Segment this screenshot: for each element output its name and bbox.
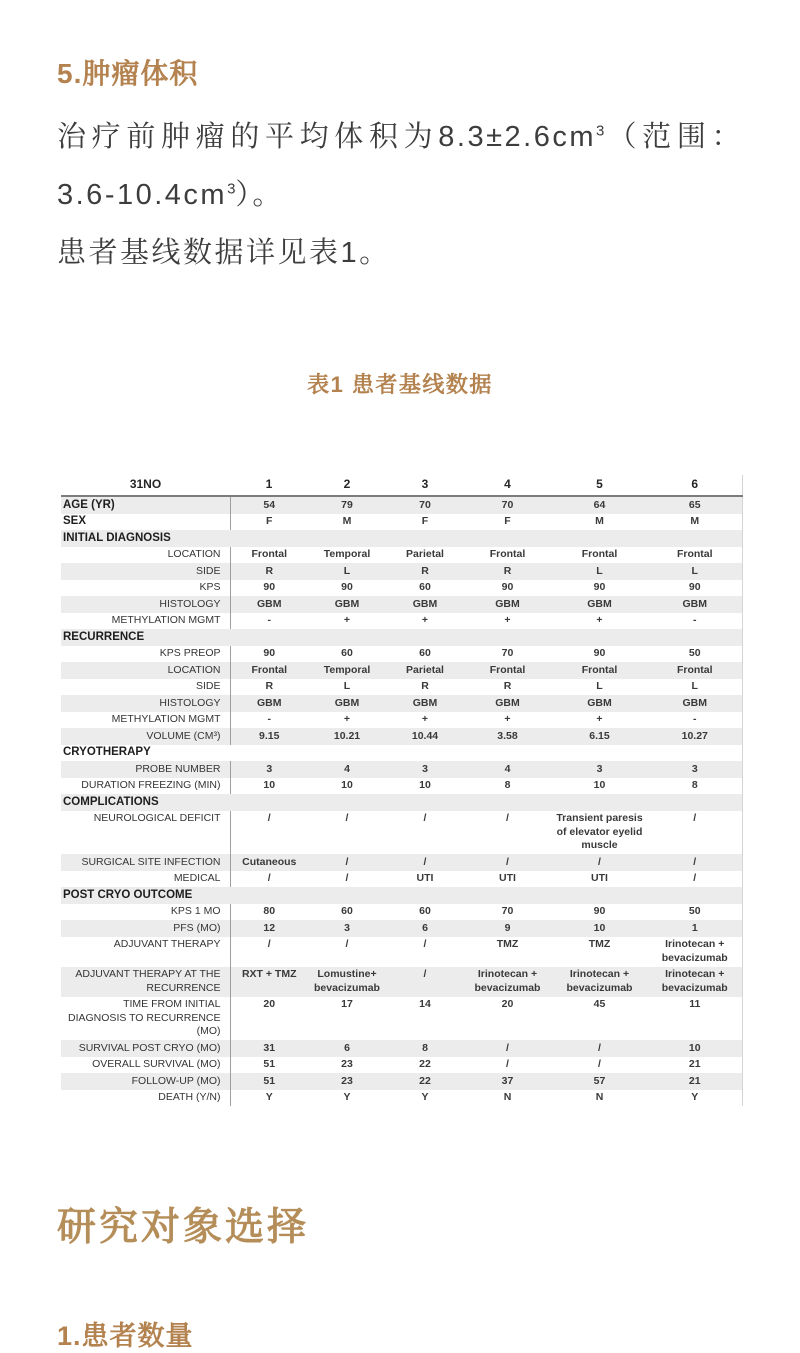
data-cell: 60	[419, 647, 431, 659]
table-row	[61, 920, 742, 937]
data-cell: Frontal	[581, 663, 618, 676]
data-cell: TMZ	[496, 938, 519, 950]
data-cell: 23	[341, 1058, 353, 1070]
row-label: ADJUVANT THERAPY	[113, 938, 221, 950]
data-cell: /	[506, 1041, 509, 1054]
data-cell: 6.15	[589, 729, 610, 742]
header-col-cell: 4	[504, 477, 511, 491]
data-cell: +	[343, 614, 351, 626]
row-label: TIME FROM INITIAL DIAGNOSIS TO RECURRENCE (MO)	[68, 998, 221, 1037]
row-label: FOLLOW-UP (MO)	[131, 1074, 221, 1087]
table-reference-line: 患者基线数据详见表1。	[57, 237, 391, 269]
data-cell: GBM	[334, 597, 360, 610]
data-cell: 10.27	[681, 729, 708, 742]
data-cell: Irinotecan + bevacizumab	[474, 968, 541, 994]
data-cell: GBM	[587, 696, 612, 709]
data-cell: 8	[691, 779, 698, 791]
data-cell: /	[345, 938, 349, 950]
row-label: AGE (YR)	[63, 498, 115, 511]
data-cell: 10.21	[333, 729, 361, 742]
data-cell: 70	[501, 498, 514, 511]
data-cell: 4	[344, 762, 350, 775]
section-label: COMPLICATIONS	[63, 795, 159, 808]
row-label: LOCATION	[167, 548, 221, 560]
data-cell: R	[503, 564, 512, 577]
data-cell: M	[342, 515, 352, 527]
data-cell: /	[598, 1041, 601, 1054]
data-cell: N	[503, 1091, 512, 1103]
data-cell: /	[423, 855, 427, 868]
data-cell: /	[693, 872, 697, 884]
data-cell: 3	[422, 762, 428, 775]
table-caption: 表1 患者基线数据	[307, 372, 493, 397]
table-row	[61, 1090, 742, 1107]
data-cell: F	[230, 514, 308, 531]
header-col-cell: 3	[421, 477, 429, 491]
row-label: OVERALL SURVIVAL (MO)	[92, 1058, 221, 1070]
row-label: HISTOLOGY	[159, 696, 221, 709]
section-label: RECURRENCE	[63, 630, 145, 643]
data-cell: 14	[419, 998, 431, 1010]
table-row	[61, 761, 742, 778]
data-cell: /	[598, 1058, 601, 1070]
table-row	[61, 695, 742, 712]
data-cell: 20	[230, 997, 308, 1041]
table-row	[61, 728, 742, 745]
data-cell: F	[421, 515, 429, 527]
data-cell: /	[423, 968, 427, 980]
data-cell: 11	[689, 998, 701, 1010]
data-cell: 12	[230, 920, 308, 937]
data-cell: N	[595, 1091, 604, 1103]
data-cell: GBM	[587, 597, 612, 610]
row-label: PROBE NUMBER	[135, 762, 221, 775]
table-row	[61, 904, 742, 921]
data-cell: 10	[419, 779, 431, 791]
data-cell: 8	[504, 779, 511, 791]
data-cell: /	[230, 937, 308, 967]
data-cell: +	[343, 713, 351, 725]
data-cell: RXT + TMZ	[230, 967, 308, 997]
data-cell: 80	[230, 904, 308, 921]
row-label: ADJUVANT THERAPY AT THE RECURRENCE	[75, 968, 221, 994]
data-cell: 4	[504, 762, 511, 775]
data-cell: 45	[593, 998, 606, 1010]
data-cell: 1	[691, 921, 698, 934]
data-cell: M	[690, 515, 700, 527]
data-cell: /	[506, 1058, 509, 1070]
data-cell: L	[596, 680, 603, 692]
data-cell: Frontal	[230, 662, 308, 679]
data-cell: Irinotecan + bevacizumab	[661, 968, 728, 994]
data-cell: +	[421, 713, 429, 725]
data-cell: L	[343, 564, 351, 577]
data-cell: 20	[501, 998, 514, 1010]
data-cell: Temporal	[323, 663, 371, 676]
data-cell: 60	[419, 905, 431, 917]
data-cell: 6	[344, 1041, 350, 1054]
row-label: METHYLATION MGMT	[111, 713, 221, 725]
data-cell: /	[693, 812, 697, 824]
header-col-cell: 1	[265, 477, 273, 491]
row-label: SIDE	[195, 680, 221, 692]
superscript-3: 3	[227, 180, 236, 198]
table-row	[61, 871, 742, 888]
data-cell: Temporal	[323, 548, 371, 560]
data-cell: 10	[688, 1041, 701, 1054]
data-cell: 90	[593, 581, 606, 593]
data-cell: TMZ	[588, 938, 611, 950]
row-label: DEATH (Y/N)	[158, 1091, 221, 1103]
data-cell: Frontal	[489, 663, 526, 676]
data-cell: 90	[593, 905, 606, 917]
row-label: PFS (MO)	[173, 921, 221, 934]
section-1-heading: 1.患者数量	[57, 1321, 194, 1351]
data-cell: -	[693, 614, 697, 626]
data-cell: 79	[341, 498, 353, 511]
data-cell: 90	[230, 580, 308, 597]
header-col-cell: 6	[691, 477, 699, 491]
header-col-cell: 2	[343, 477, 351, 491]
data-cell: Frontal	[489, 548, 526, 560]
data-cell: /	[345, 812, 349, 824]
table-row	[61, 778, 742, 795]
data-cell: +	[504, 614, 511, 626]
row-label: MEDICAL	[173, 872, 221, 884]
data-cell: 22	[419, 1058, 431, 1070]
table-row	[61, 547, 742, 564]
row-label: SURGICAL SITE INFECTION	[81, 855, 221, 868]
data-cell: /	[506, 855, 509, 868]
data-cell: Transient paresis of elevator eyelid muscle	[556, 812, 643, 851]
data-cell: 65	[688, 498, 701, 511]
data-cell: 21	[688, 1058, 701, 1070]
data-cell: GBM	[230, 596, 308, 613]
table-row	[61, 854, 742, 871]
study-selection-heading: 研究对象选择	[57, 1206, 310, 1249]
data-cell: 51	[230, 1073, 308, 1090]
table-row	[61, 679, 742, 696]
data-cell: 90	[593, 647, 606, 659]
data-cell: 64	[593, 498, 606, 511]
data-cell: Lomustine+ bevacizumab	[314, 968, 380, 994]
data-cell: +	[596, 614, 603, 626]
table-row	[61, 613, 742, 630]
data-cell: 9	[504, 921, 511, 934]
tumor-volume-paragraph	[57, 108, 743, 282]
data-cell: /	[345, 872, 349, 884]
data-cell: 17	[341, 998, 353, 1010]
table-row	[61, 1073, 742, 1090]
data-cell: 6	[422, 921, 428, 934]
data-cell: /	[506, 812, 509, 824]
data-cell: 10.44	[411, 729, 439, 742]
data-cell: Irinotecan + bevacizumab	[661, 938, 728, 964]
data-cell: -	[693, 713, 697, 725]
data-cell: L	[596, 564, 603, 577]
table-section-row	[61, 745, 742, 762]
table-row	[61, 811, 742, 855]
data-cell: 31	[230, 1040, 308, 1057]
table-section-row	[61, 629, 742, 646]
data-cell: /	[423, 812, 427, 824]
header-col-cell: 5	[596, 477, 603, 491]
data-cell: 90	[688, 581, 701, 593]
data-cell: UTI	[499, 872, 516, 884]
data-cell: /	[230, 811, 308, 855]
data-cell: 10	[593, 921, 606, 934]
data-cell: Frontal	[676, 548, 713, 560]
data-cell: 8	[422, 1041, 428, 1054]
row-label: SEX	[63, 515, 87, 527]
data-cell: 60	[341, 905, 353, 917]
data-cell: 3	[691, 762, 698, 775]
table-row	[61, 514, 742, 531]
data-cell: 90	[341, 581, 353, 593]
section-label: POST CRYO OUTCOME	[63, 888, 193, 901]
data-cell: 37	[501, 1074, 514, 1087]
data-cell: /	[345, 855, 349, 868]
table-row	[61, 712, 742, 729]
data-cell: 70	[501, 905, 514, 917]
data-cell: /	[423, 938, 427, 950]
row-label: HISTOLOGY	[159, 597, 221, 610]
table-row	[61, 937, 742, 967]
row-label: VOLUME (CM³)	[146, 729, 221, 742]
data-cell: GBM	[412, 696, 438, 709]
data-cell: GBM	[230, 695, 308, 712]
row-label: KPS 1 MO	[170, 905, 221, 917]
data-cell: Parietal	[406, 663, 444, 676]
row-label: LOCATION	[167, 663, 221, 676]
data-cell: F	[504, 515, 511, 527]
data-cell: UTI	[591, 872, 608, 884]
table-row	[61, 1040, 742, 1057]
data-cell: 70	[419, 498, 431, 511]
data-cell: GBM	[682, 597, 707, 610]
row-label: NEUROLOGICAL DEFICIT	[93, 812, 221, 824]
data-cell: R	[230, 563, 308, 580]
data-cell: R	[230, 679, 308, 696]
data-cell: R	[421, 564, 429, 577]
row-label: DURATION FREEZING (MIN)	[81, 779, 221, 791]
data-cell: 3	[230, 761, 308, 778]
data-cell: 70	[501, 647, 514, 659]
data-cell: +	[504, 713, 511, 725]
row-label: SURVIVAL POST CRYO (MO)	[78, 1041, 221, 1054]
section-label: CRYOTHERAPY	[63, 746, 151, 758]
row-label: KPS	[199, 581, 221, 593]
data-cell: 57	[593, 1074, 606, 1087]
data-cell: Frontal	[676, 663, 713, 676]
data-cell: 90	[230, 646, 308, 663]
table-row	[61, 967, 742, 997]
paragraph-line: 治疗前肿瘤的平均体积为$8.3\pm 2.6cm^3$（范围：$3.6-10.4cm^3$）。	[57, 121, 743, 211]
data-cell: /	[598, 855, 601, 868]
table-section-row	[61, 887, 742, 904]
data-cell: M	[595, 515, 604, 527]
data-cell: Y	[691, 1091, 699, 1103]
data-cell: Cutaneous	[230, 854, 308, 871]
row-label: SIDE	[195, 564, 221, 577]
data-cell: 10	[593, 779, 606, 791]
data-cell: Frontal	[581, 548, 618, 560]
data-cell: 50	[688, 647, 701, 659]
data-cell: Irinotecan + bevacizumab	[566, 968, 633, 994]
data-cell: 22	[419, 1074, 431, 1087]
data-cell: 60	[341, 647, 353, 659]
data-cell: 51	[230, 1057, 308, 1074]
data-cell: GBM	[412, 597, 438, 610]
table-row	[61, 662, 742, 679]
data-cell: 90	[501, 581, 514, 593]
data-cell: GBM	[334, 696, 360, 709]
data-cell: 9.15	[230, 728, 308, 745]
data-cell: +	[596, 713, 603, 725]
patient-baseline-table	[61, 475, 743, 1106]
data-cell: GBM	[495, 696, 520, 709]
data-cell: 23	[341, 1074, 353, 1087]
data-cell: L	[691, 564, 698, 577]
data-cell: 10	[341, 779, 353, 791]
data-cell: +	[421, 614, 429, 626]
table-row	[61, 563, 742, 580]
data-cell: 60	[419, 581, 431, 593]
row-label: KPS PREOP	[159, 647, 221, 659]
table-section-row	[61, 530, 742, 547]
table-section-row	[61, 794, 742, 811]
table-row	[61, 496, 742, 514]
table-row	[61, 596, 742, 613]
superscript-3: 3	[596, 122, 605, 140]
table-body	[61, 496, 742, 1106]
header-label-cell: 31NO	[129, 477, 162, 491]
data-cell: 21	[688, 1074, 701, 1087]
data-cell: Y	[230, 1090, 308, 1107]
data-cell: UTI	[416, 872, 434, 884]
section-5-heading: 5.肿瘤体积	[57, 58, 199, 89]
data-cell: Frontal	[230, 547, 308, 564]
table-header-row	[61, 475, 742, 496]
data-cell: 54	[230, 496, 308, 514]
table-row	[61, 580, 742, 597]
data-cell: Y	[343, 1091, 351, 1103]
data-cell: /	[230, 871, 308, 888]
data-cell: -	[230, 712, 308, 729]
data-cell: 3	[596, 762, 603, 775]
data-cell: R	[421, 680, 429, 692]
data-cell: GBM	[495, 597, 520, 610]
data-cell: 10	[230, 778, 308, 795]
section-label: INITIAL DIAGNOSIS	[63, 531, 171, 544]
data-cell: Parietal	[406, 548, 444, 560]
data-cell: 3.58	[497, 729, 518, 742]
data-cell: L	[343, 680, 351, 692]
data-cell: 3	[344, 921, 350, 934]
data-cell: R	[503, 680, 512, 692]
table-row	[61, 997, 742, 1041]
data-cell: GBM	[682, 696, 707, 709]
row-label: METHYLATION MGMT	[111, 614, 221, 626]
table-row	[61, 646, 742, 663]
data-cell: -	[230, 613, 308, 630]
data-cell: Y	[421, 1091, 429, 1103]
data-cell: /	[693, 855, 697, 868]
table-row	[61, 1057, 742, 1074]
data-cell: 50	[688, 905, 701, 917]
data-cell: L	[691, 680, 698, 692]
